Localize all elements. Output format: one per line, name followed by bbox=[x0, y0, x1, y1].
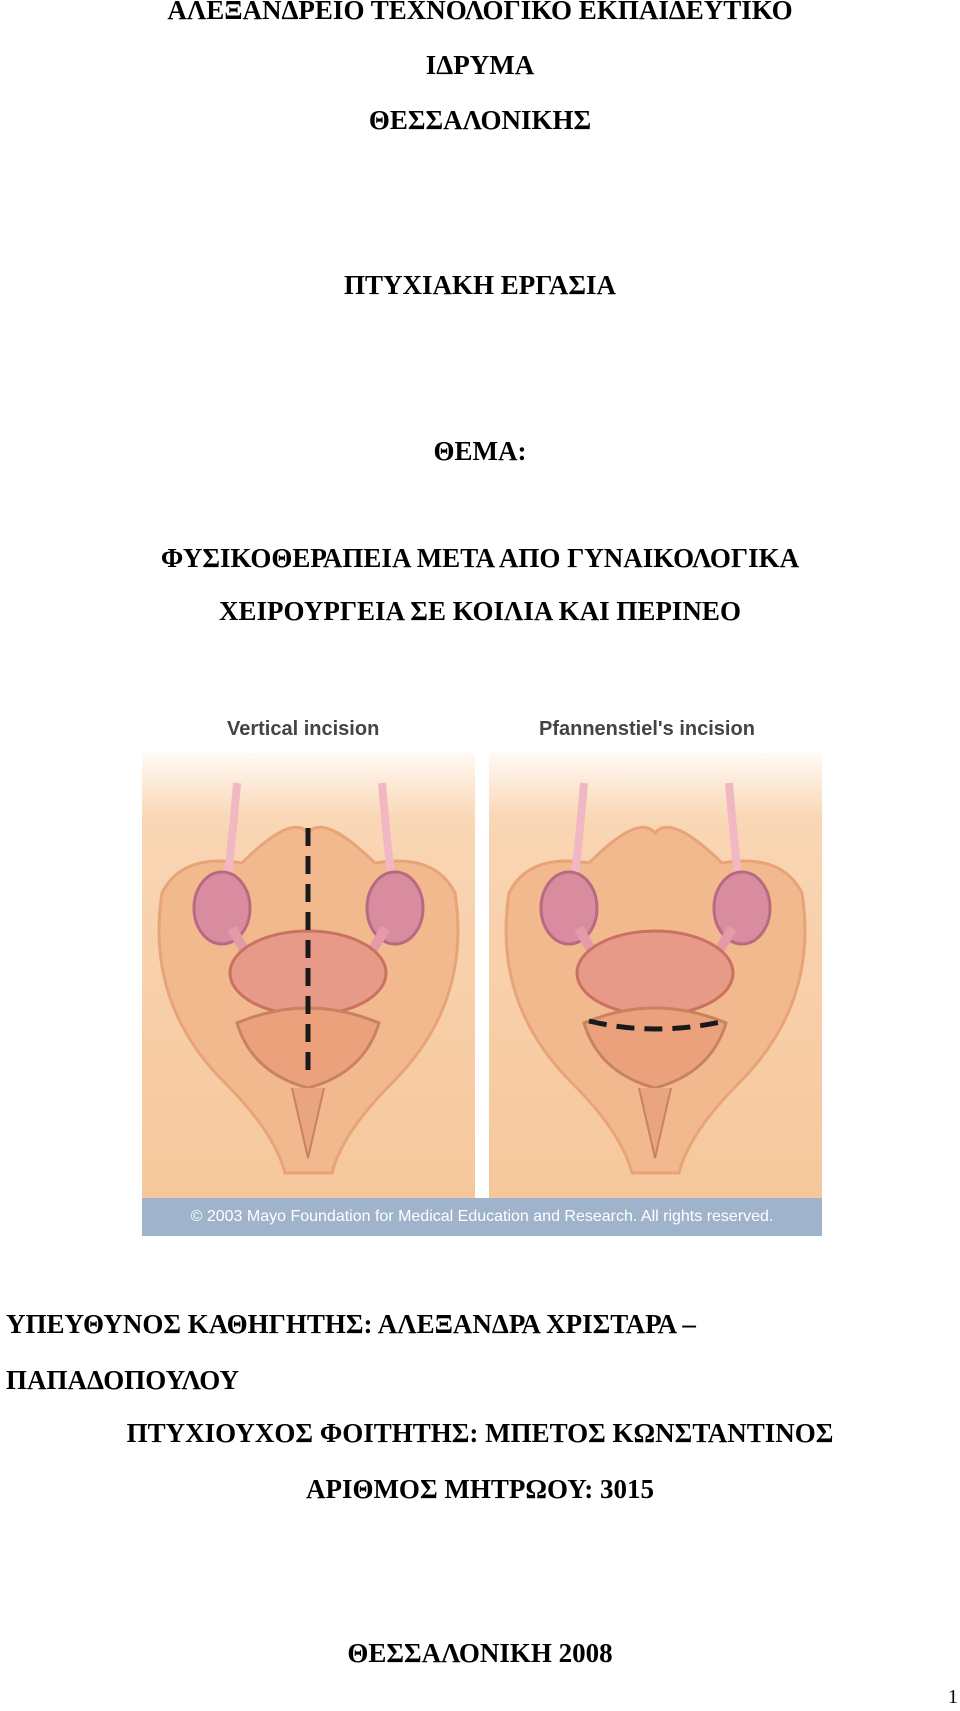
vertical-incision-panel bbox=[142, 753, 475, 1198]
right-ovary bbox=[367, 872, 423, 944]
supervisor-line-2: ΠΑΠΑΔΟΠΟΥΛΟΥ bbox=[6, 1365, 240, 1395]
right-ovary bbox=[714, 872, 770, 944]
page-number: 1 bbox=[948, 1686, 958, 1708]
institution-line-3: ΘΕΣΣΑΛΟΝΙΚΗΣ bbox=[368, 105, 592, 135]
pfannenstiel-incision-caption: Pfannenstiel's incision bbox=[539, 718, 755, 740]
vertical-incision-caption: Vertical incision bbox=[227, 718, 380, 740]
figure-copyright: © 2003 Mayo Foundation for Medical Education and Research. All rights reserved. bbox=[142, 1198, 822, 1236]
left-ovary bbox=[194, 872, 250, 944]
pfannenstiel-incision-panel bbox=[489, 753, 822, 1198]
supervisor-line-1: ΥΠΕΥΘΥΝΟΣ ΚΑΘΗΓΗΤΗΣ: ΑΛΕΞΑΝΔΡΑ ΧΡΙΣΤΑΡΑ – bbox=[6, 1309, 696, 1339]
topic-title-line-1: ΦΥΣΙΚΟΘΕΡΑΠΕΙΑ ΜΕΤΑ ΑΠΟ ΓΥΝΑΙΚΟΛΟΓΙΚΑ bbox=[160, 543, 800, 573]
student-name: ΠΤΥΧΙΟΥΧΟΣ ΦΟΙΤΗΤΗΣ: ΜΠΕΤΟΣ ΚΩΝΣΤΑΝΤΙΝΟΣ bbox=[126, 1418, 834, 1448]
topic-title-line-2: ΧΕΙΡΟΥΡΓΕΙΑ ΣΕ ΚΟΙΛΙΑ ΚΑΙ ΠΕΡΙΝΕΟ bbox=[219, 596, 741, 626]
institution-line-1: ΑΛΕΞΑΝΔΡΕΙΟ ΤΕΧΝΟΛΟΓΙΚΟ ΕΚΠΑΙΔΕΥΤΙΚΟ bbox=[167, 0, 793, 25]
institution-line-2: ΙΔΡΥΜΑ bbox=[425, 50, 535, 80]
left-ovary bbox=[541, 872, 597, 944]
city-and-year: ΘΕΣΣΑΛΟΝΙΚΗ 2008 bbox=[347, 1638, 613, 1668]
uterus bbox=[577, 931, 733, 1015]
incision-illustration bbox=[142, 708, 822, 1236]
topic-label: ΘΕΜΑ: bbox=[433, 436, 527, 466]
registration-number: ΑΡΙΘΜΟΣ ΜΗΤΡΩΟΥ: 3015 bbox=[305, 1474, 655, 1504]
document-type-title: ΠΤΥΧΙΑΚΗ ΕΡΓΑΣΙΑ bbox=[343, 270, 617, 300]
